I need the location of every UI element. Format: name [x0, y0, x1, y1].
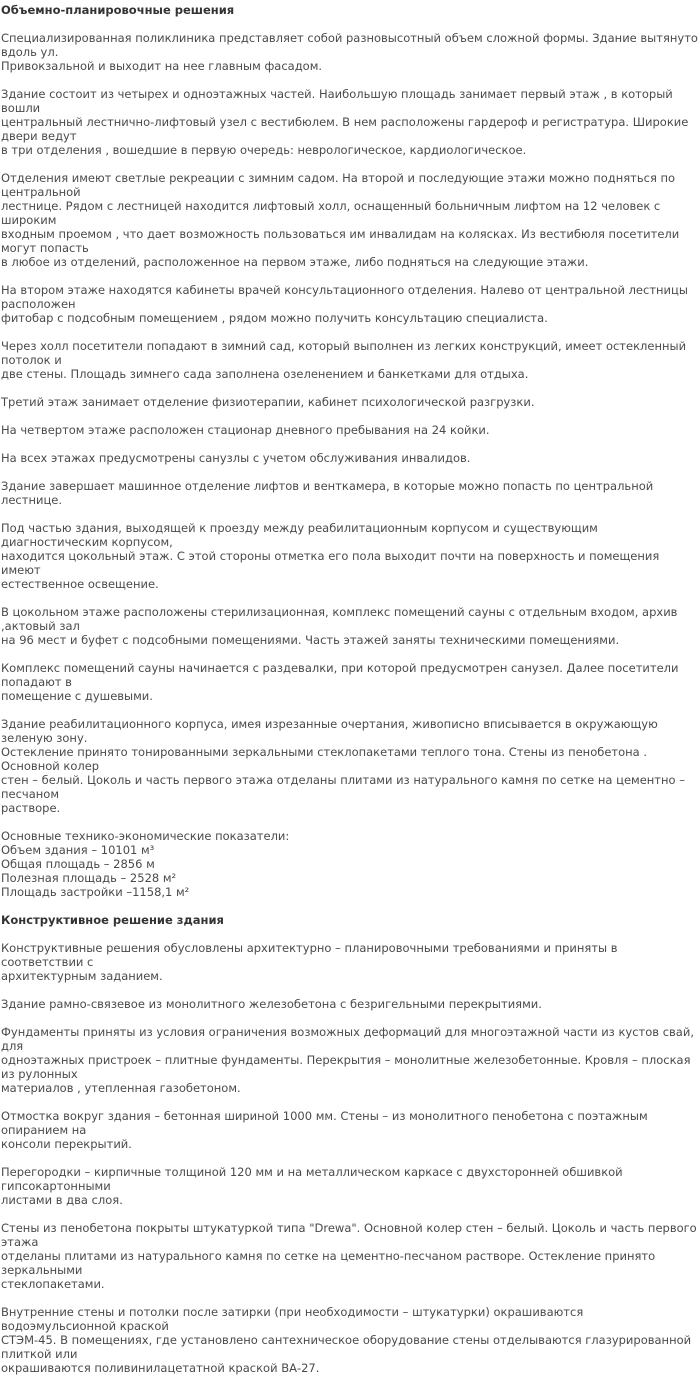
- paragraph: Стены из пенобетона покрыты штукатуркой типа "Drewa". Основной колер стен – белый. Цоколь и часть первого этажа отделаны плитами из натурального камня по сетке на цементно-песчаном растворе. Остекление принято зеркальными стеклопакетами.: [1, 1221, 697, 1291]
- indicator-total-area: Общая площадь – 2856 м: [1, 857, 155, 871]
- paragraph: В цокольном этаже расположены стерилизационная, комплекс помещений сауны с отдельным входом, архив ,актовый зал на 96 мест и буфет с подсобными помещениями. Часть этажей заняты техническими помещениями.: [1, 605, 678, 647]
- paragraph: Здание состоит из четырех и одноэтажных частей. Наибольшую площадь занимает первый этаж , в который вошли центральный лестнично-лифтовый узел с вестибюлем. В нем расположены гардероф и регистратура. Широкие двери ведут в три отделения , вошедшие в первую очередь: неврологическое, кардиологическое.: [1, 87, 689, 157]
- paragraph: Здание реабилитационного корпуса, имея изрезанные очертания, живописно вписывается в окружающую зеленую зону. Остекление принято тонированными зеркальными стеклопакетами теплого тона. Стены из пенобетона . Основной колер стен – белый. Цоколь и часть первого этажа отделаны плитами из натурального камня по сетке на цементно – песчаном растворе.: [1, 717, 685, 815]
- paragraph: На четвертом этаже расположен стационар дневного пребывания на 24 койки.: [1, 423, 490, 437]
- paragraph: Внутренние стены и потолки после затирки (при необходимости – штукатурки) окрашиваются водоэмульсионной краской СТЭМ-45. В помещениях, где установлено сантехническое оборудование стены отделываются глазурированной плиткой или окрашиваются поливинилацетатной краской ВА-27.: [1, 1305, 692, 1375]
- paragraph: Перегородки – кирпичные толщиной 120 мм и на металлическом каркасе с двухсторонней обшивкой гипсокартонными листами в два слоя.: [1, 1165, 623, 1207]
- indicator-volume: Объем здания – 10101 м³: [1, 843, 155, 857]
- paragraph: Под частью здания, выходящей к проезду между реабилитационным корпусом и существующим диагностическим корпусом, находится цокольный этаж. С этой стороны отметка его пола выходит почти на поверхность и помещения имеют естественное освещение.: [1, 521, 660, 591]
- paragraph: На всех этажах предусмотрены санузлы с учетом обслуживания инвалидов.: [1, 451, 471, 465]
- indicators-title: Основные технико-экономические показатели:: [1, 829, 290, 843]
- paragraph: Конструктивные решения обусловлены архитектурно – планировочными требованиями и приняты в соответствии с архитектурным заданием.: [1, 941, 618, 983]
- paragraph: Здание завершает машинное отделение лифтов и венткамера, в которые можно попасть по центральной лестнице.: [1, 479, 654, 507]
- section-heading-planning: Объемно-планировочные решения: [1, 3, 235, 17]
- section-heading-structure: Конструктивное решение здания: [1, 913, 224, 927]
- paragraph: Отмостка вокруг здания – бетонная шириной 1000 мм. Стены – из монолитного пенобетона с поэтажным опиранием на консоли перекрытий.: [1, 1109, 648, 1151]
- paragraph: Здание рамно-связевое из монолитного железобетона с безригельными перекрытиями.: [1, 997, 542, 1011]
- paragraph: Фундаменты приняты из условия ограничения возможных деформаций для многоэтажной части из кустов свай, для одноэтажных пристроек – плитные фундаменты. Перекрытия – монолитные железобетонные. Кровля – плоская из рулонных материалов , утепленная газобетоном.: [1, 1025, 694, 1095]
- paragraph: Через холл посетители попадают в зимний сад, который выполнен из легких конструкций, имеет остекленный потолок и две стены. Площадь зимнего сада заполнена озеленением и банкетками для отдыха.: [1, 339, 687, 381]
- paragraph: На втором этаже находятся кабинеты врачей консультационного отделения. Налево от центральной лестницы расположен фитобар с подсобным помещением , рядом можно получить консультацию специалиста.: [1, 283, 688, 325]
- paragraph: Комплекс помещений сауны начинается с раздевалки, при которой предусмотрен санузел. Далее посетители попадают в помещение с душевыми.: [1, 661, 679, 703]
- paragraph: Специализированная поликлиника представляет собой разновысотный объем сложной формы. Здание вытянуто вдоль ул. Привокзальной и выходит на нее главным фасадом.: [1, 31, 698, 73]
- key-indicators: [1, 829, 699, 899]
- paragraph: Третий этаж занимает отделение физиотерапии, кабинет психологической разгрузки.: [1, 395, 535, 409]
- paragraph: Отделения имеют светлые рекреации с зимним садом. На второй и последующие этажи можно подняться по центральной лестнице. Рядом с лестницей находится лифтовый холл, оснащенный больничным лифтом на 12 человек с широким входным проемом , что дает возможность пользоваться им инвалидам на колясках. Из вестибюля посетители могут попасть в любое из отделений, расположенное на первом этаже, либо подняться на следующие этажи.: [1, 171, 680, 269]
- indicator-useful-area: Полезная площадь – 2528 м²: [1, 871, 177, 885]
- indicator-built-area: Площадь застройки –1158,1 м²: [1, 885, 190, 899]
